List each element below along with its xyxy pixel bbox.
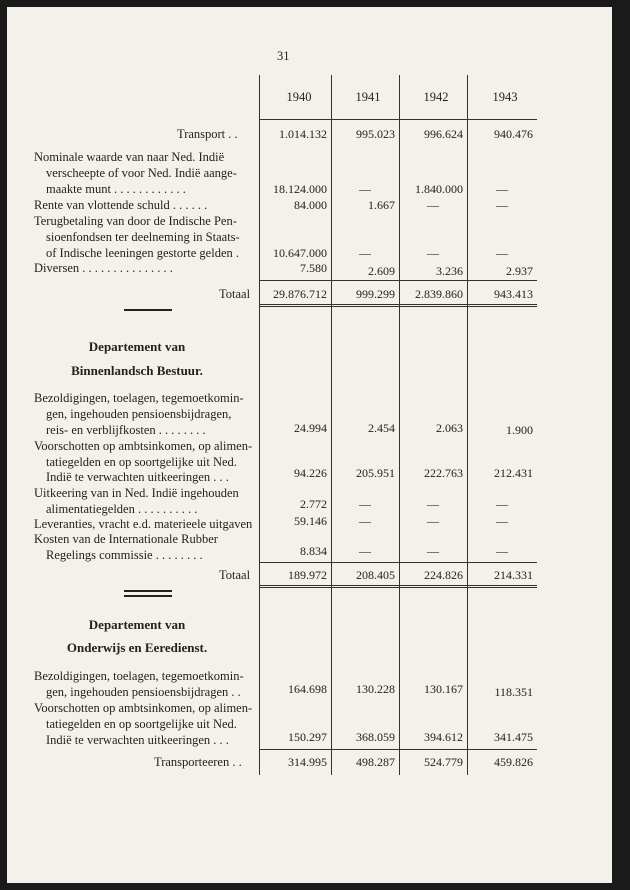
- cell-value: 2.454: [368, 421, 395, 435]
- cell-value: 10.647.000: [273, 246, 327, 260]
- row-label: maakte munt . . . . . . . . . . . .: [46, 182, 186, 196]
- cell-value: 1.900: [506, 423, 533, 437]
- cell-value: 222.763: [424, 466, 463, 480]
- total-value: 214.331: [494, 568, 533, 582]
- row-label: tatiegelden en op soortgelijke uit Ned.: [46, 455, 237, 469]
- row-label: reis- en verblijfkosten . . . . . . . .: [46, 423, 206, 437]
- total-double-rule: [259, 585, 537, 588]
- section-separator: [124, 595, 172, 597]
- cell-value: 150.297: [288, 730, 327, 744]
- row-label: Voorschotten op ambtsinkomen, op alimen-: [34, 439, 253, 453]
- cell-value: 996.624: [424, 127, 463, 141]
- cell-value: 118.351: [494, 685, 533, 699]
- cell-value: 2.772: [300, 497, 327, 511]
- cell-value: 940.476: [494, 127, 533, 141]
- cell-value: —: [359, 182, 371, 196]
- cell-value: 7.580: [300, 261, 327, 275]
- cell-value: 341.475: [494, 730, 533, 744]
- total-label: Transporteeren . .: [154, 755, 242, 769]
- row-label: Transport . .: [177, 127, 238, 141]
- total-double-rule: [259, 304, 537, 307]
- cell-value: 212.431: [494, 466, 533, 480]
- row-label: Terugbetaling van door de Indische Pen-: [34, 214, 237, 228]
- cell-value: 130.228: [356, 682, 395, 696]
- total-label: Totaal: [219, 568, 251, 582]
- row-label: sioenfondsen ter deelneming in Staats-: [46, 230, 240, 244]
- cell-value: —: [359, 544, 371, 558]
- row-label: of Indische leeningen gestorte gelden .: [46, 246, 239, 260]
- section-heading: Onderwijs en Eeredienst.: [66, 640, 208, 655]
- cell-value: 84.000: [294, 198, 327, 212]
- row-label: gen, ingehouden pensioensbijdragen . .: [46, 685, 241, 699]
- total-value: 29.876.712: [273, 287, 327, 301]
- cell-value: —: [496, 198, 508, 212]
- document-page: [7, 7, 612, 883]
- total-value: 224.826: [424, 568, 463, 582]
- section-heading: Departement van: [88, 617, 186, 632]
- cell-value: 1.014.132: [279, 127, 327, 141]
- cell-value: 130.167: [424, 682, 463, 696]
- page-number: 31: [277, 49, 290, 63]
- total-value: 999.299: [356, 287, 395, 301]
- cell-value: —: [427, 514, 439, 528]
- cell-value: 995.023: [356, 127, 395, 141]
- cell-value: 1.840.000: [415, 182, 463, 196]
- row-label: Uitkeering van in Ned. Indië ingehouden: [34, 486, 239, 500]
- row-label: Rente van vlottende schuld . . . . . .: [34, 198, 208, 212]
- cell-value: —: [359, 246, 371, 260]
- cell-value: 1.667: [368, 198, 395, 212]
- cell-value: —: [427, 544, 439, 558]
- total-value: 189.972: [288, 568, 327, 582]
- cell-value: —: [427, 198, 439, 212]
- cell-value: —: [427, 497, 439, 511]
- row-label: alimentatiegelden . . . . . . . . . .: [46, 502, 198, 516]
- row-label: Diversen . . . . . . . . . . . . . . .: [34, 261, 173, 275]
- row-label: Indië te verwachten uitkeeringen . . .: [46, 470, 229, 484]
- cell-value: 3.236: [436, 264, 463, 278]
- section-heading: Departement van: [88, 339, 186, 354]
- row-label: Indië te verwachten uitkeeringen . . .: [46, 733, 229, 747]
- cell-value: —: [496, 246, 508, 260]
- cell-value: 205.951: [356, 466, 395, 480]
- subtotal-rule: [259, 280, 537, 281]
- cell-value: 59.146: [294, 514, 327, 528]
- cell-value: 164.698: [288, 682, 327, 696]
- row-label: Regelings commissie . . . . . . . .: [46, 548, 203, 562]
- total-value: 208.405: [356, 568, 395, 582]
- cell-value: —: [496, 182, 508, 196]
- section-separator: [124, 590, 172, 592]
- total-value: 459.826: [494, 755, 533, 769]
- cell-value: —: [427, 246, 439, 260]
- year-header-1942: 1942: [423, 90, 449, 104]
- cell-value: 18.124.000: [273, 182, 327, 196]
- cell-value: 368.059: [356, 730, 395, 744]
- section-separator: [124, 309, 172, 311]
- total-value: 524.779: [424, 755, 463, 769]
- row-label: gen, ingehouden pensioensbijdragen,: [46, 407, 232, 421]
- cell-value: —: [496, 544, 508, 558]
- cell-value: 394.612: [424, 730, 463, 744]
- total-value: 2.839.860: [415, 287, 463, 301]
- row-label: Leveranties, vracht e.d. materieele uitgaven: [34, 517, 253, 531]
- cell-value: 94.226: [294, 466, 327, 480]
- total-value: 943.413: [494, 287, 533, 301]
- row-label: Kosten van de Internationale Rubber: [34, 532, 218, 546]
- cell-value: —: [496, 497, 508, 511]
- header-rule: [259, 119, 537, 120]
- row-label: tatiegelden en op soortgelijke uit Ned.: [46, 717, 237, 731]
- cell-value: 2.063: [436, 421, 463, 435]
- cell-value: —: [359, 514, 371, 528]
- year-header-1940: 1940: [286, 90, 312, 104]
- cell-value: 2.609: [368, 264, 395, 278]
- subtotal-rule: [259, 562, 537, 563]
- cell-value: 2.937: [506, 264, 533, 278]
- row-label: Bezoldigingen, toelagen, tegemoetkomin-: [34, 669, 244, 683]
- cell-value: —: [359, 497, 371, 511]
- row-label: Bezoldigingen, toelagen, tegemoetkomin-: [34, 391, 244, 405]
- total-value: 498.287: [356, 755, 395, 769]
- total-value: 314.995: [288, 755, 327, 769]
- row-label: Voorschotten op ambtsinkomen, op alimen-: [34, 701, 253, 715]
- cell-value: —: [496, 514, 508, 528]
- total-label: Totaal: [219, 287, 251, 301]
- section-heading: Binnenlandsch Bestuur.: [71, 363, 203, 378]
- subtotal-rule: [259, 749, 537, 750]
- row-label: verscheepte of voor Ned. Indië aange-: [46, 166, 237, 180]
- cell-value: 24.994: [294, 421, 327, 435]
- row-label: Nominale waarde van naar Ned. Indië: [34, 150, 225, 164]
- cell-value: 8.834: [300, 544, 327, 558]
- year-header-1941: 1941: [355, 90, 381, 104]
- year-header-1943: 1943: [492, 90, 518, 104]
